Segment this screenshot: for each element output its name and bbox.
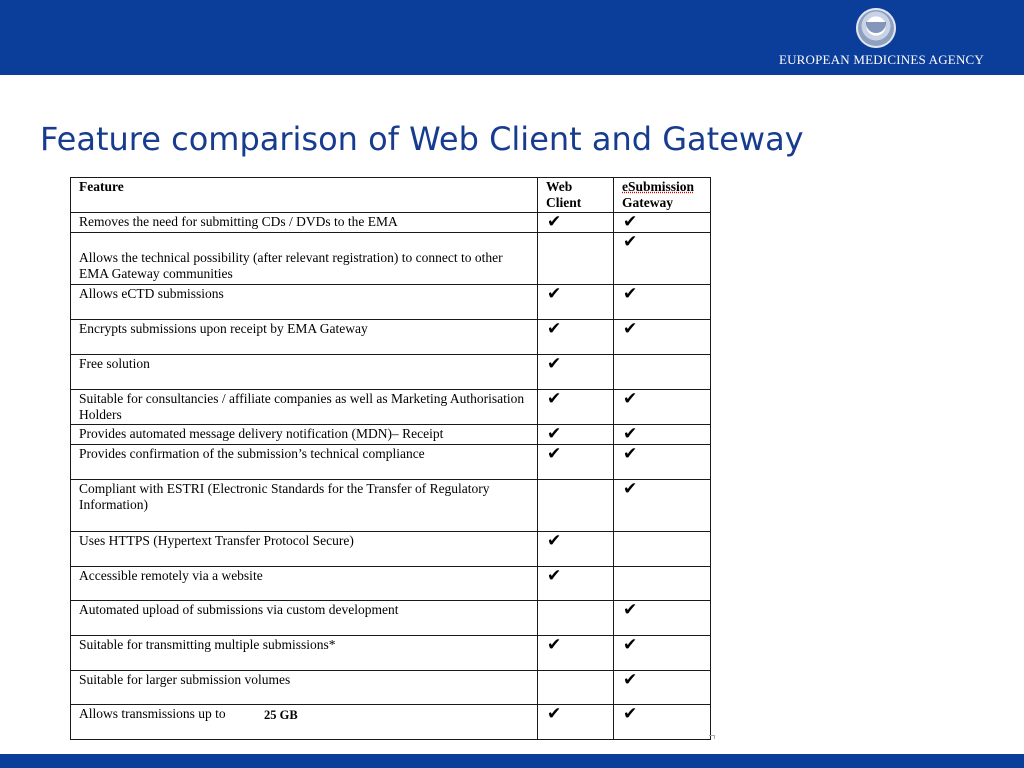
checkmark-icon: ✔ [547, 566, 562, 586]
checkmark-icon: ✔ [623, 479, 638, 499]
feature-cell [71, 355, 538, 390]
table-row [71, 480, 711, 532]
gateway-cell [614, 567, 711, 601]
feature-comparison-table [70, 177, 711, 740]
checkmark-icon: ✔ [623, 284, 638, 304]
web-client-cell [538, 480, 614, 532]
feature-text: Automated upload of submissions via custom development [79, 602, 399, 617]
table-row [71, 355, 711, 390]
checkmark-icon: ✔ [623, 600, 638, 620]
web-client-cell [538, 390, 614, 425]
gateway-cell [614, 233, 711, 285]
size-limit-note: 25 GB [264, 708, 298, 722]
feature-text: Provides confirmation of the submission’s technical compliance [79, 446, 425, 461]
feature-text: Removes the need for submitting CDs / DVDs to the EMA [79, 214, 398, 229]
header-bar [0, 0, 1024, 75]
table-row [71, 567, 711, 601]
feature-cell [71, 233, 538, 285]
feature-cell [71, 320, 538, 355]
checkmark-icon: ✔ [623, 704, 638, 724]
checkmark-icon: ✔ [623, 444, 638, 464]
feature-cell [71, 636, 538, 671]
checkmark-icon: ✔ [547, 212, 562, 232]
table-row [71, 705, 711, 740]
feature-cell [71, 445, 538, 480]
checkmark-icon: ✔ [547, 444, 562, 464]
checkmark-icon: ✔ [623, 232, 638, 252]
feature-cell [71, 601, 538, 636]
gateway-cell [614, 636, 711, 671]
gateway-cell [614, 480, 711, 532]
web-client-cell [538, 567, 614, 601]
gateway-cell [614, 285, 711, 320]
web-client-cell [538, 532, 614, 567]
feature-cell [71, 532, 538, 567]
gateway-cell [614, 320, 711, 355]
gateway-cell [614, 532, 711, 567]
feature-cell [71, 390, 538, 425]
feature-cell [71, 285, 538, 320]
feature-column-header: Feature [71, 178, 538, 213]
checkmark-icon: ✔ [547, 354, 562, 374]
gateway-cell [614, 355, 711, 390]
feature-text: Allows eCTD submissions [79, 286, 224, 301]
gateway-column-header: eSubmission Gateway [614, 178, 711, 213]
table-row [71, 320, 711, 355]
web-client-cell [538, 445, 614, 480]
web-client-cell [538, 213, 614, 233]
checkmark-icon: ✔ [547, 284, 562, 304]
gateway-cell [614, 213, 711, 233]
checkmark-icon: ✔ [623, 212, 638, 232]
feature-text: Allows the technical possibility (after relevant registration) to connect to other EMA Gateway communities [79, 250, 503, 281]
feature-text: Suitable for transmitting multiple submissions* [79, 637, 336, 652]
table-row [71, 425, 711, 445]
web-client-cell [538, 233, 614, 285]
table-row [71, 445, 711, 480]
page-title: Feature comparison of Web Client and Gateway [40, 120, 804, 158]
feature-cell [71, 567, 538, 601]
web-client-column-header: Web Client [538, 178, 614, 213]
feature-text: Provides automated message delivery notification (MDN)– Receipt [79, 426, 444, 441]
table-row [71, 636, 711, 671]
feature-text: Encrypts submissions upon receipt by EMA Gateway [79, 321, 368, 336]
checkmark-icon: ✔ [623, 424, 638, 444]
web-client-cell [538, 671, 614, 705]
table-row [71, 532, 711, 567]
table-row [71, 213, 711, 233]
feature-text: Suitable for consultancies / affiliate companies as well as Marketing Authorisation Holders [79, 391, 525, 422]
web-client-cell [538, 425, 614, 445]
gateway-cell [614, 445, 711, 480]
footer-bar [0, 754, 1024, 768]
gateway-cell [614, 705, 711, 740]
web-client-cell [538, 320, 614, 355]
checkmark-icon: ✔ [623, 670, 638, 690]
feature-text: Accessible remotely via a website [79, 568, 263, 583]
gateway-cell [614, 425, 711, 445]
checkmark-icon: ✔ [547, 531, 562, 551]
gateway-cell [614, 390, 711, 425]
table-row [71, 285, 711, 320]
feature-cell [71, 213, 538, 233]
checkmark-icon: ✔ [623, 319, 638, 339]
web-client-cell [538, 285, 614, 320]
checkmark-icon: ✔ [547, 389, 562, 409]
checkmark-icon: ✔ [547, 424, 562, 444]
checkmark-icon: ✔ [547, 319, 562, 339]
checkmark-icon: ✔ [623, 389, 638, 409]
feature-text: Free solution [79, 356, 150, 371]
gateway-cell [614, 671, 711, 705]
web-client-cell [538, 601, 614, 636]
web-client-cell [538, 636, 614, 671]
feature-text: Uses HTTPS (Hypertext Transfer Protocol Secure) [79, 533, 354, 548]
table-row [71, 390, 711, 425]
checkmark-icon: ✔ [623, 635, 638, 655]
feature-text: Suitable for larger submission volumes [79, 672, 291, 687]
feature-text: Compliant with ESTRI (Electronic Standards for the Transfer of Regulatory Information) [79, 481, 490, 512]
agency-name: EUROPEAN MEDICINES AGENCY [778, 52, 984, 67]
agency-logo [774, 8, 984, 68]
feature-cell [71, 425, 538, 445]
feature-text: Allows transmissions up to [79, 706, 226, 721]
table-header-row [71, 178, 711, 213]
feature-cell [71, 705, 538, 740]
table-row [71, 233, 711, 285]
corner-mark [709, 735, 715, 739]
feature-cell [71, 480, 538, 532]
table-row [71, 601, 711, 636]
checkmark-icon: ✔ [547, 635, 562, 655]
ema-emblem-icon [856, 8, 896, 48]
gateway-cell [614, 601, 711, 636]
web-client-cell [538, 355, 614, 390]
table-row [71, 671, 711, 705]
feature-cell [71, 671, 538, 705]
checkmark-icon: ✔ [547, 704, 562, 724]
web-client-cell [538, 705, 614, 740]
